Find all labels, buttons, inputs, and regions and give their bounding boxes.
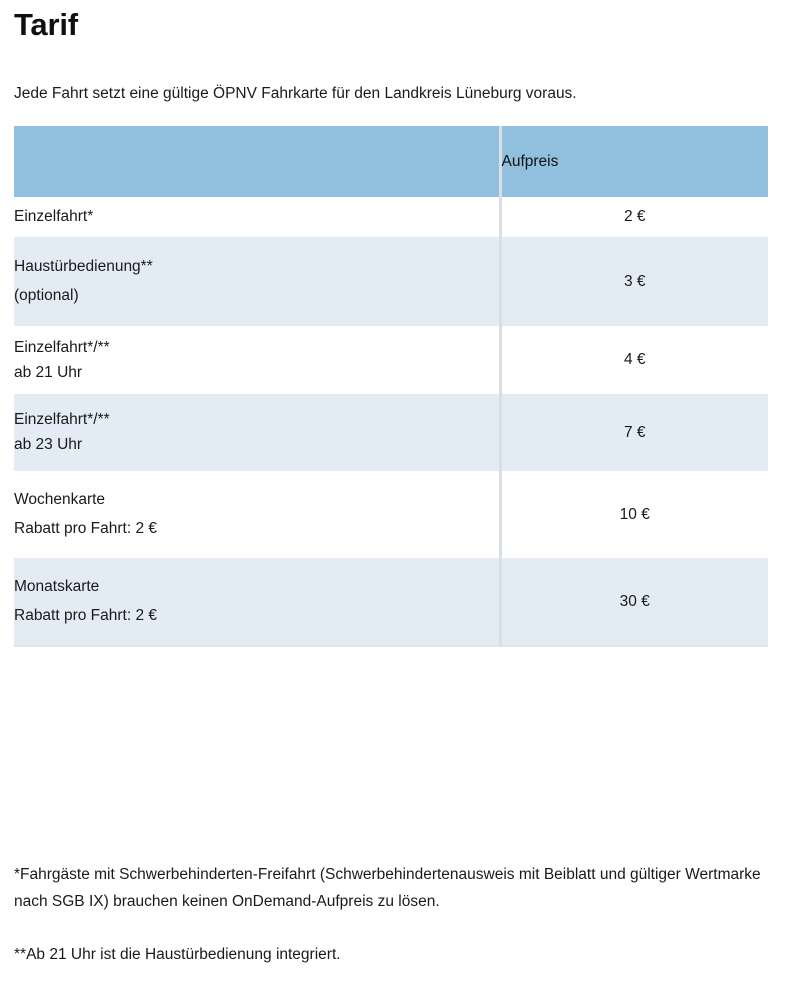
table-header-row [14, 126, 768, 197]
table-row [14, 558, 768, 646]
table-body [14, 197, 768, 646]
row-label-cell [14, 197, 500, 237]
row-label: Monatskarte [14, 578, 100, 595]
row-price: 2 € [500, 197, 768, 237]
column-header-description [14, 126, 500, 197]
footnote-haustuerbedienung: **Ab 21 Uhr ist die Haustürbedienung integriert. [14, 946, 341, 963]
footnote-schwerbehinderte: *Fahrgäste mit Schwerbehinderten-Freifahrt (Schwerbehindertenausweis mit Beiblatt und gültiger Wertmarke nach SGB IX) brauchen keinen OnDemand-Aufpreis zu lösen. [14, 866, 761, 910]
table-row [14, 326, 768, 394]
row-label-cell [14, 237, 500, 326]
table-row [14, 237, 768, 326]
row-sublabel: ab 23 Uhr [14, 436, 83, 453]
row-sublabel: (optional) [14, 287, 79, 304]
row-label: Wochenkarte [14, 491, 106, 508]
table-row [14, 197, 768, 237]
row-label-cell [14, 471, 500, 558]
table-header [14, 126, 768, 197]
row-sublabel: Rabatt pro Fahrt: 2 € [14, 520, 158, 537]
intro-paragraph: Jede Fahrt setzt eine gültige ÖPNV Fahrkarte für den Landkreis Lüneburg voraus. [14, 85, 577, 102]
footnotes [14, 861, 774, 968]
column-header-surcharge: Aufpreis [500, 126, 768, 197]
row-price: 30 € [500, 558, 768, 646]
table-row [14, 394, 768, 471]
tariff-table [14, 126, 768, 647]
row-label: Haustürbedienung** [14, 258, 153, 275]
row-label-cell [14, 558, 500, 646]
page-title: Tarif [14, 7, 78, 42]
table-row [14, 471, 768, 558]
row-price: 3 € [500, 237, 768, 326]
row-label: Einzelfahrt*/** [14, 411, 110, 428]
row-label: Einzelfahrt* [14, 208, 94, 225]
row-price: 7 € [500, 394, 768, 471]
row-label: Einzelfahrt*/** [14, 338, 110, 356]
row-price: 4 € [500, 326, 768, 394]
row-label-cell [14, 394, 500, 471]
row-label-cell [14, 326, 500, 394]
row-sublabel: ab 21 Uhr [14, 363, 83, 381]
row-price: 10 € [500, 471, 768, 558]
row-sublabel: Rabatt pro Fahrt: 2 € [14, 607, 158, 624]
